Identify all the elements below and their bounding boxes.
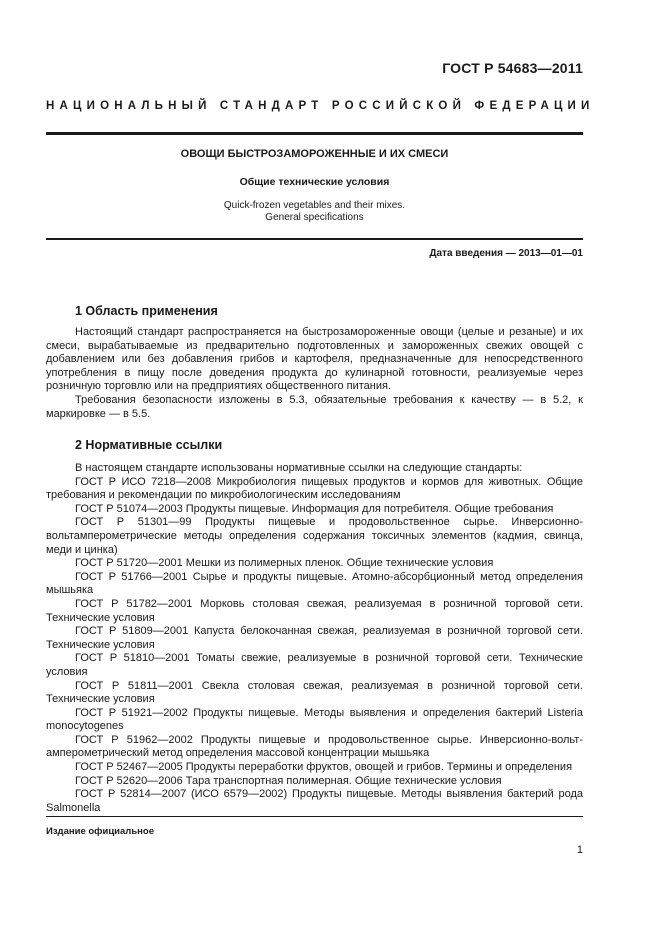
english-title [46, 200, 583, 224]
title-rule [46, 238, 583, 240]
national-standard-banner: НАЦИОНАЛЬНЫЙ СТАНДАРТ РОССИЙСКОЙ ФЕДЕРАЦИИ [46, 100, 595, 112]
document-code: ГОСТ Р 54683—2011 [442, 60, 583, 76]
reference-item: ГОСТ Р 51766—2001 Сырье и продукты пищевые. Атомно-абсорбционный метод определения мышьяка [46, 570, 583, 597]
reference-item: ГОСТ Р 52467—2005 Продукты переработки фруктов, овощей и грибов. Термины и определения [75, 761, 573, 774]
reference-item: ГОСТ Р 52814—2007 (ИСО 6579—2002) Продукты пищевые. Методы выявления бактерий рода Salmonella [46, 788, 583, 814]
reference-item: ГОСТ Р 51720—2001 Мешки из полимерных пленок. Общие технические условия [75, 557, 494, 570]
normative-references-list [46, 462, 583, 815]
reference-item: ГОСТ Р 51921—2002 Продукты пищевые. Методы выявления и определения бактерий Listeria monocytogenes [46, 706, 583, 733]
reference-item: ГОСТ Р 51301—99 Продукты пищевые и продовольственное сырье. Инверсионно-вольтамперометрические методы определения содержания токсичных элементов (кадмия, свинца, меди и цинка) [46, 516, 583, 556]
section-1-heading: 1 Область применения [75, 304, 218, 318]
reference-item: ГОСТ Р 51782—2001 Морковь столовая свежая, реализуемая в розничной торговой сети. Технические условия [46, 597, 583, 624]
section-1-paragraph-2: Требования безопасности изложены в 5.3, обязательные требования к качеству — в 5.2, к маркировке — в 5.5. [46, 393, 583, 420]
reference-item: ГОСТ Р 51962—2002 Продукты пищевые и продовольственное сырье. Инверсионно-вольт-амперометрический метод определения массовой концентрации мышьяка [46, 733, 583, 760]
reference-item: ГОСТ Р 51811—2001 Свекла столовая свежая, реализуемая в розничной торговой сети. Технические условия [46, 679, 583, 706]
section-1-body [46, 326, 583, 421]
section-1-paragraph-1: Настоящий стандарт распространяется на быстрозамороженные овощи (целые и резаные) и их смеси, вырабатываемые из предварительно подготовленных и замороженных свежих овощей с добавлением или без добавления грибов и картофеля, предназначенные для непосредственного употребления в пищу после доведения продукта до кулинарной готовности, реализуемые через розничную торговлю или на предприятиях общественного питания. [46, 326, 583, 393]
section-2-heading: 2 Нормативные ссылки [75, 438, 223, 452]
reference-item: ГОСТ Р 51074—2003 Продукты пищевые. Информация для потребителя. Общие требования [75, 502, 554, 515]
references-lead: В настоящем стандарте использованы нормативные ссылки на следующие стандарты: [75, 462, 523, 474]
document-title: ОВОЩИ БЫСТРОЗАМОРОЖЕННЫЕ И ИХ СМЕСИ [180, 148, 449, 160]
header-rule [46, 132, 583, 135]
page-number: 1 [576, 844, 583, 856]
introduction-date: Дата введения — 2013—01—01 [429, 248, 583, 259]
english-title-line-2: General specifications [265, 212, 364, 223]
reference-item: ГОСТ Р ИСО 7218—2008 Микробиология пищевых продуктов и кормов для животных. Общие требования и рекомендации по микробиологическим исследованиям [46, 475, 583, 502]
reference-item: ГОСТ Р 51809—2001 Капуста белокочанная свежая, реализуемая в розничной торговой сети. Технические условия [46, 625, 583, 651]
document-subtitle: Общие технические условия [239, 176, 390, 188]
reference-item: ГОСТ Р 51810—2001 Томаты свежие, реализуемые в розничной торговой сети. Технические условия [46, 652, 583, 678]
english-title-line-1: Quick-frozen vegetables and their mixes. [223, 200, 406, 211]
official-edition-label: Издание официальное [46, 826, 154, 837]
reference-item: ГОСТ Р 52620—2006 Тара транспортная полимерная. Общие технические условия [75, 774, 502, 787]
footer-rule [46, 816, 583, 817]
